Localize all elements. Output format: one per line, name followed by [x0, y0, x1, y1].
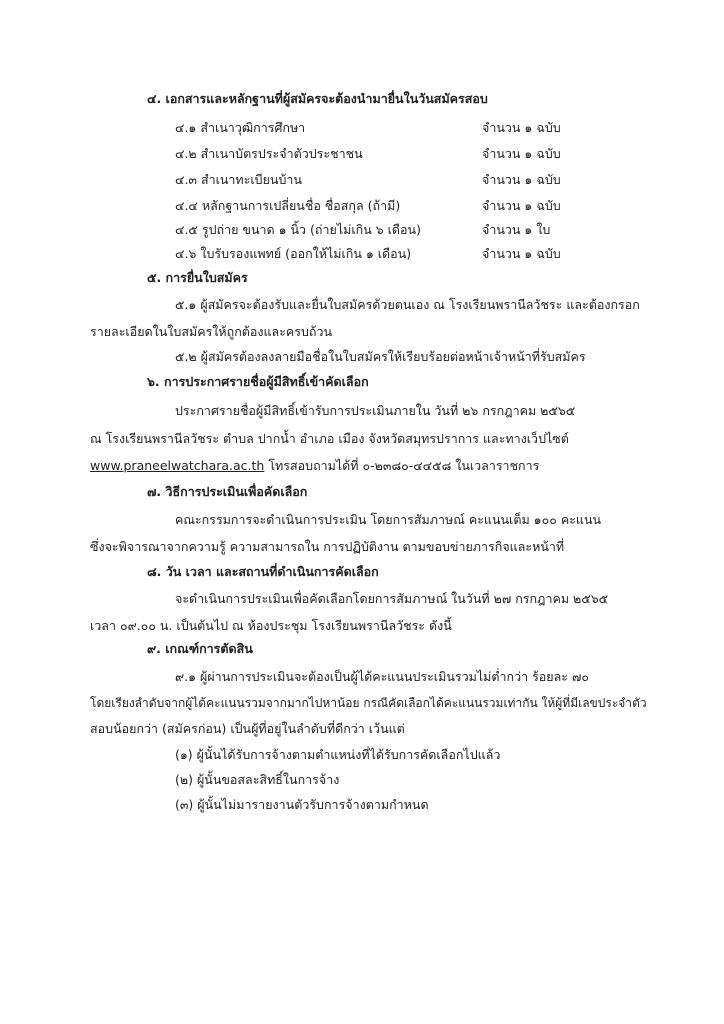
section-4-heading: ๔. เอกสารและหลักฐานที่ผู้สมัครจะต้องนำมายื่นในวันสมัครสอบ — [147, 91, 488, 106]
s6-line-3 — [90, 457, 539, 475]
section-7-heading: ๗. วิธีการประเมินเพื่อคัดเลือก — [147, 484, 308, 499]
s9-item: (๓) ผู้นั้นไม่มารายงานตัวรับการจ้างตามกำหนด — [175, 797, 429, 812]
s9-line-2: โดยเรียงลำดับจากผู้ได้คะแนนรวมจากมากไปหาน้อย กรณีคัดเลือกได้คะแนนรวมเท่ากัน ให้ผู้ที่มีเลขประจำตัว — [90, 696, 647, 710]
s6-line-2: ณ โรงเรียนพรานีลวัชระ ตำบล ปากน้ำ อำเภอ เมือง จังหวัดสมุทรปราการ และทางเว็ปไซต์ — [90, 431, 569, 446]
s4-item-label: ๔.๕ รูปถ่าย ขนาด ๑ นิ้ว (ถ่ายไม่เกิน ๖ เดือน) — [175, 222, 421, 237]
s4-item-label: ๔.๓ สำเนาทะเบียนบ้าน — [175, 172, 302, 187]
s4-item-amount: จำนวน ๑ ฉบับ — [482, 146, 561, 161]
s9-item: (๑) ผู้นั้นได้รับการจ้างตามตำแหน่งที่ได้รับการคัดเลือกไปแล้ว — [175, 747, 501, 762]
s4-item-label: ๔.๒ สำเนาบัตรประจำตัวประชาชน — [175, 146, 363, 161]
s9-line-3: สอบน้อยกว่า (สมัครก่อน) เป็นผู้ที่อยู่ในลำดับที่ดีกว่า เว้นแต่ — [90, 721, 405, 736]
s4-item-amount: จำนวน ๑ ใบ — [482, 222, 551, 237]
section-8-heading: ๘. วัน เวลา และสถานที่ดำเนินการคัดเลือก — [147, 564, 379, 579]
s7-line-2: ซึ่งจะพิจารณาจากความรู้ ความสามารถใน การปฏิบัติงาน ตามขอบข่ายภารกิจและหน้าที่ — [90, 539, 565, 554]
s9-line-1: ๙.๑ ผู้ผ่านการประเมินจะต้องเป็นผู้ได้คะแนนประเมินรวมไม่ต่ำกว่า ร้อยละ ๗๐ — [175, 669, 589, 684]
s4-item-amount: จำนวน ๑ ฉบับ — [482, 172, 561, 187]
s9-item: (๒) ผู้นั้นขอสละสิทธิ์ในการจ้าง — [175, 772, 340, 787]
s5-paragraph-1-cont: รายละเอียดในใบสมัครให้ถูกต้องและครบถ้วน — [90, 324, 333, 339]
s5-paragraph-1: ๕.๑ ผู้สมัครจะต้องรับและยื่นใบสมัครด้วยตนเอง ณ โรงเรียนพรานีลวัชระ และต้องกรอก — [175, 297, 640, 312]
s4-item-amount: จำนวน ๑ ฉบับ — [482, 246, 561, 261]
s6-contact-text: โทรสอบถามได้ที่ ๐-๒๓๘๐-๔๔๕๘ ในเวลาราชการ — [264, 458, 540, 473]
s4-item-label: ๔.๔ หลักฐานการเปลี่ยนชื่อ ชื่อสกุล (ถ้ามี) — [175, 198, 401, 213]
s7-line-1: คณะกรรมการจะดำเนินการประเมิน โดยการสัมภาษณ์ คะแนนเต็ม ๑๐๐ คะแนน — [175, 512, 602, 527]
s4-item-amount: จำนวน ๑ ฉบับ — [482, 120, 561, 135]
section-6-heading: ๖. การประกาศรายชื่อผู้มีสิทธิ์เข้าคัดเลือก — [147, 374, 369, 389]
s4-item-label: ๔.๖ ใบรับรองแพทย์ (ออกให้ไม่เกิน ๑ เดือน) — [175, 246, 412, 261]
section-5-heading: ๕. การยื่นใบสมัคร — [147, 270, 248, 285]
s8-line-1: จะดำเนินการประเมินเพื่อคัดเลือกโดยการสัมภาษณ์ ในวันที่ ๒๗ กรกฎาคม ๒๕๖๕ — [175, 591, 609, 606]
s8-line-2: เวลา ๐๙.๐๐ น. เป็นต้นไป ณ ห้องประชุม โรงเรียนพรานีลวัชระ ดังนี้ — [90, 618, 452, 633]
s6-line-1: ประกาศรายชื่อผู้มีสิทธิ์เข้ารับการประเมินภายใน วันที่ ๒๖ กรกฎาคม ๒๕๖๕ — [175, 403, 576, 418]
s4-item-label: ๔.๑ สำเนาวุฒิการศึกษา — [175, 120, 306, 135]
s4-item-amount: จำนวน ๑ ฉบับ — [482, 198, 561, 213]
section-9-heading: ๙. เกณฑ์การตัดสิน — [147, 641, 253, 656]
s5-paragraph-2: ๕.๒ ผู้สมัครต้องลงลายมือชื่อในใบสมัครให้เรียบร้อยต่อหน้าเจ้าหน้าที่รับสมัคร — [175, 349, 586, 364]
website-link[interactable]: www.praneelwatchara.ac.th — [90, 458, 265, 473]
